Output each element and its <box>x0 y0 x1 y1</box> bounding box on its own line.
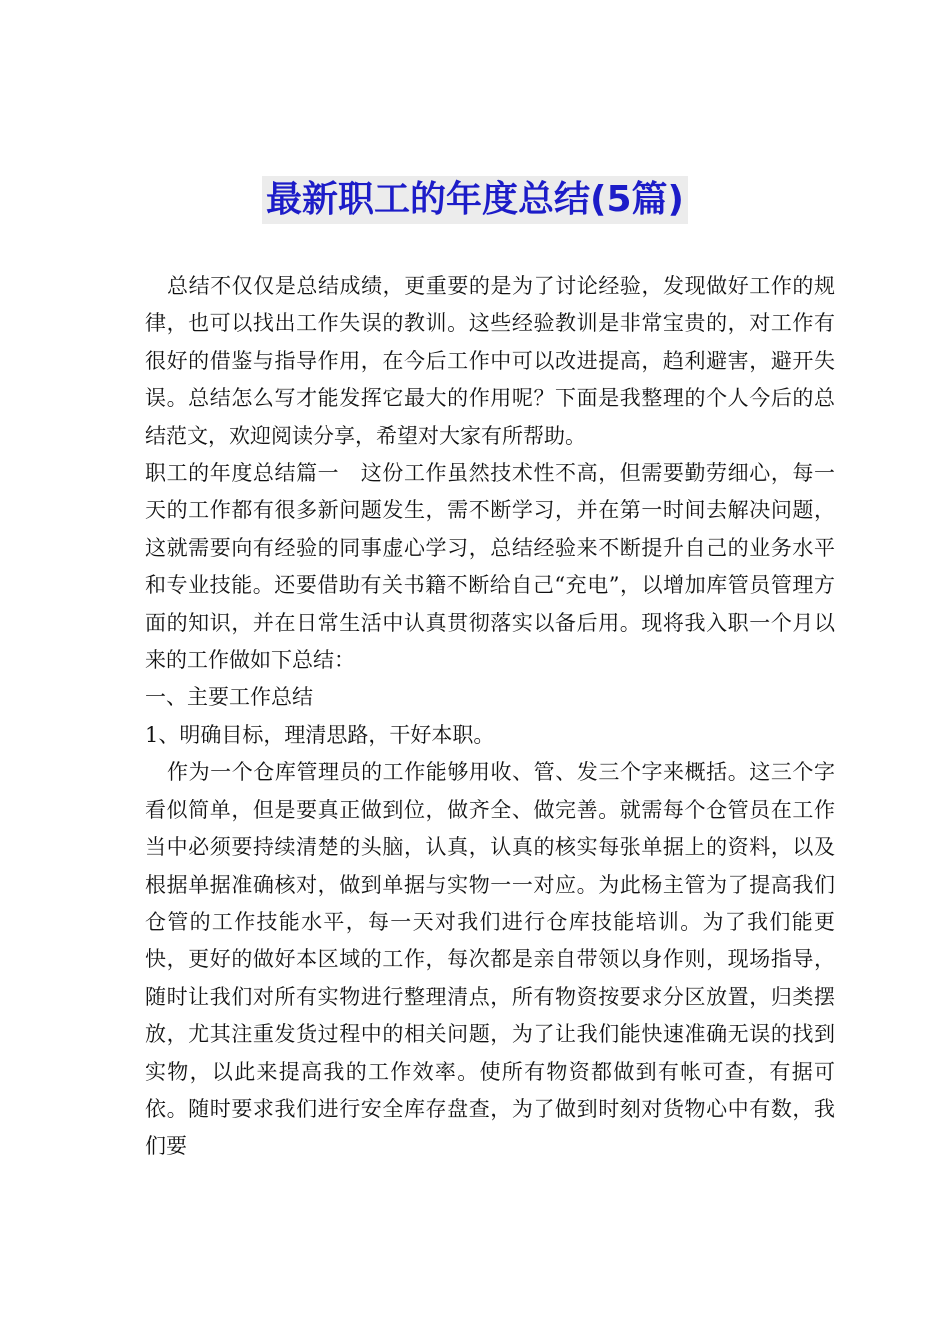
subheading: 1、明确目标，理清思路，干好本职。 <box>145 722 495 747</box>
section-one-paragraph: 职工的年度总结篇一 这份工作虽然技术性不高，但需要勤劳细心，每一天的工作都有很多新问题发生，需不断学习，并在第一时间去解决问题，这就需要向有经验的同事虚心学习，总结经验来不断提升自己的业务水平和专业技能。还要借助有关书籍不断给自己“充电”，以增加库管员管理方面的知识，并在日常生活中认真贯彻落实以备后用。现将我入职一个月以来的工作做如下总结： <box>145 461 835 673</box>
document-body <box>145 268 835 1166</box>
intro-paragraph: 总结不仅仅是总结成绩，更重要的是为了讨论经验，发现做好工作的规律，也可以找出工作失误的教训。这些经验教训是非常宝贵的，对工作有很好的借鉴与指导作用，在今后工作中可以改进提高，趋利避害，避开失误。总结怎么写才能发挥它最大的作用呢？下面是我整理的个人今后的总结范文，欢迎阅读分享，希望对大家有所帮助。 <box>145 274 835 448</box>
title-container <box>0 176 950 224</box>
section-heading: 一、主要工作总结 <box>145 685 313 710</box>
body-paragraph: 作为一个仓库管理员的工作能够用收、管、发三个字来概括。这三个字看似简单，但是要真正做到位，做齐全、做完善。就需每个仓管员在工作当中必须要持续清楚的头脑，认真，认真的核实每张单据上的资料，以及根据单据准确核对，做到单据与实物一一对应。为此杨主管为了提高我们仓管的工作技能水平，每一天对我们进行仓库技能培训。为了我们能更快，更好的做好本区域的工作，每次都是亲自带领以身作则，现场指导，随时让我们对所有实物进行整理清点，所有物资按要求分区放置，归类摆放，尤其注重发货过程中的相关问题，为了让我们能快速准确无误的找到实物，以此来提高我的工作效率。使所有物资都做到有帐可查，有据可依。随时要求我们进行安全库存盘查，为了做到时刻对货物心中有数，我们要 <box>145 760 835 1159</box>
document-title: 最新职工的年度总结(5篇) <box>262 176 688 224</box>
